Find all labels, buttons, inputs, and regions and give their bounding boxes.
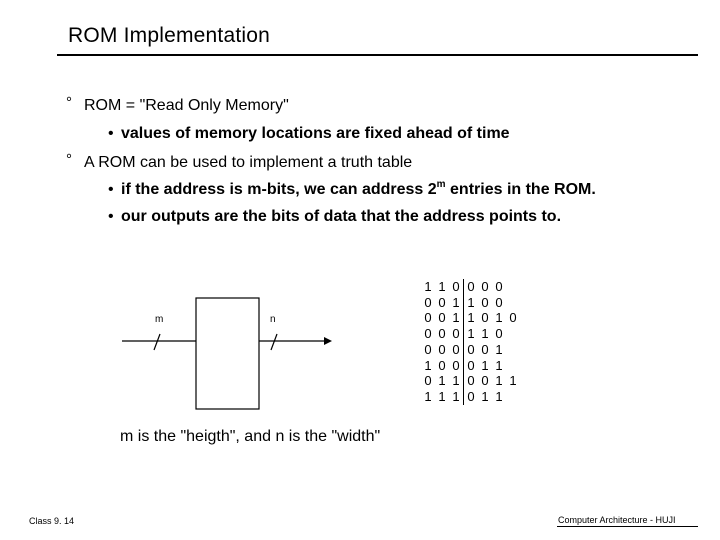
address-bit: 0 (438, 341, 446, 357)
output-width-label: n (270, 314, 276, 325)
address-bit: 0 (424, 373, 432, 389)
input-bus-slash (154, 334, 160, 350)
table-row (421, 326, 520, 342)
sub-bullet-text: our outputs are the bits of data that the address points to. (121, 208, 562, 225)
footer-underline (557, 526, 698, 527)
bullet-text: ROM = "Read Only Memory" (84, 97, 289, 114)
table-row (421, 295, 520, 311)
address-bit: 1 (452, 310, 460, 326)
address-bit: 0 (452, 279, 460, 294)
address-bit: 1 (438, 388, 446, 404)
table-row (421, 373, 520, 389)
data-bit: 0 (481, 279, 489, 294)
address-bit: 1 (452, 388, 460, 404)
superscript-m: m (436, 179, 446, 190)
data-bit: 1 (464, 295, 479, 311)
data-bit: 0 (464, 373, 479, 389)
data-bit: 0 (464, 279, 479, 295)
sub-bullet-text-after: entries in the ROM. (445, 181, 596, 198)
table-row (421, 310, 520, 326)
bullet-marker: ° (66, 94, 72, 111)
data-bit: 0 (481, 310, 489, 326)
table-row (421, 358, 520, 374)
address-bit: 0 (452, 326, 460, 342)
address-bit: 0 (438, 294, 446, 310)
slide-title: ROM Implementation (68, 24, 271, 47)
output-bus-slash (271, 334, 277, 350)
sub-bullet-text-before: if the address is m-bits, we can address 2 (121, 181, 437, 198)
data-bit: 0 (481, 341, 489, 357)
address-bit: 1 (438, 279, 446, 294)
table-row (421, 342, 520, 358)
address-bit: 1 (438, 373, 446, 389)
data-bit: 1 (481, 357, 489, 373)
data-bit: 0 (464, 342, 479, 358)
sub-bullet-text: values of memory locations are fixed ahead of time (121, 125, 510, 142)
data-bit: 0 (495, 294, 503, 310)
bullet-text: A ROM can be used to implement a truth table (84, 154, 413, 171)
data-bit: 1 (509, 373, 517, 389)
address-bit: 0 (424, 326, 432, 342)
data-bit: 1 (495, 341, 503, 357)
address-bit: 0 (424, 310, 432, 326)
address-bit: 0 (438, 310, 446, 326)
input-width-label: m (155, 314, 164, 325)
data-bit: 0 (495, 279, 503, 294)
data-bit: 0 (481, 373, 489, 389)
bullet-marker: ° (66, 151, 72, 168)
address-bit: 0 (424, 341, 432, 357)
address-bit: 1 (424, 388, 432, 404)
data-bit: 1 (495, 357, 503, 373)
data-bit: 0 (464, 389, 479, 405)
data-bit: 1 (464, 326, 479, 342)
footer-class-number: Class 9. 14 (29, 516, 75, 526)
address-bit: 1 (424, 279, 432, 294)
table-row (421, 389, 520, 405)
caption: m is the "heigth", and n is the "width" (120, 428, 381, 445)
data-bit: 1 (481, 326, 489, 342)
sub-bullet-marker: • (108, 181, 114, 198)
rom-truth-table (421, 279, 520, 405)
address-bit: 0 (452, 341, 460, 357)
address-bit: 1 (452, 294, 460, 310)
data-bit: 0 (495, 326, 503, 342)
data-bit: 0 (481, 294, 489, 310)
address-bit: 0 (438, 357, 446, 373)
data-bit: 0 (464, 358, 479, 374)
rom-box (196, 298, 259, 409)
address-bit: 1 (424, 357, 432, 373)
table-row (421, 279, 520, 295)
data-bit: 1 (495, 388, 503, 404)
output-arrowhead (324, 337, 332, 345)
data-bit: 1 (464, 310, 479, 326)
address-bit: 1 (452, 373, 460, 389)
address-bit: 0 (452, 357, 460, 373)
address-bit: 0 (424, 294, 432, 310)
data-bit: 1 (495, 310, 503, 326)
sub-bullet-marker: • (108, 208, 114, 225)
address-bit: 0 (438, 326, 446, 342)
footer-course-name: Computer Architecture - HUJI (558, 515, 676, 525)
data-bit: 1 (481, 388, 489, 404)
sub-bullet-marker: • (108, 125, 114, 142)
data-bit: 0 (509, 310, 517, 326)
data-bit: 1 (495, 373, 503, 389)
